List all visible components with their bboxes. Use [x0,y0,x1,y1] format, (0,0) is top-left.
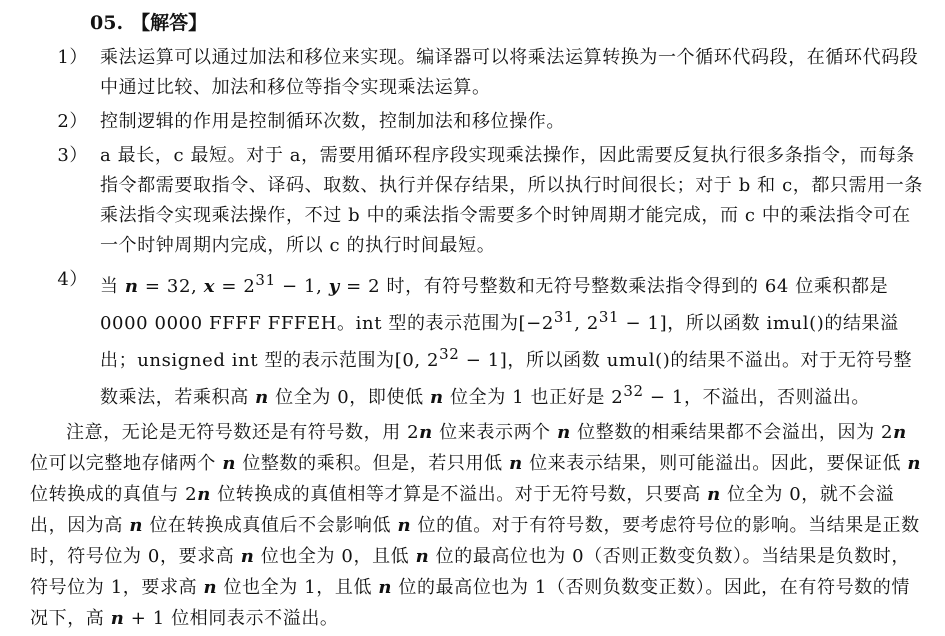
answer-item-3 [30,141,925,261]
exponent: 32 [439,345,460,363]
math-var: n [222,453,237,474]
answer-item-2 [30,107,925,137]
text-run: 位整数的相乘结果都不会溢出，因为 2 [570,422,894,443]
item-number: 2） [57,111,88,132]
text-run: 注意，无论是无符号数还是有符号数，用 2 [66,422,420,443]
text-run: − 1, [275,276,329,297]
math-var: n [397,515,412,536]
text-run: − 1]，所以函数 umul()的结果不溢出。对于无符号整数乘法，若乘积高 [100,350,913,408]
answer-title: 【解答】 [131,12,208,34]
text-run: 位来表示结果，则可能溢出。因此，要保证低 [522,453,908,474]
item-text: 乘法运算可以通过加法和移位来实现。编译器可以将乘法运算转换为一个循环代码段，在循环代码段中通过比较、加法和移位等指令实现乘法运算。 [100,47,919,98]
question-number: 05. [90,12,124,34]
answer-item-1 [30,43,925,103]
item-text: a 最长，c 最短。对于 a，需要用循环程序段实现乘法操作，因此需要反复执行很多条指令，而每条指令都需要取指令、译码、取数、执行并保存结果，所以执行时间很长；对于 b 和 c，都只需用一条乘法指令实现乘法操作，不过 b 中的乘法指令需要多个时钟周期才能完成，而 c 中的乘法指令可在一个时钟周期内完成，所以 c 的执行时间最短。 [100,145,923,256]
exponent: 31 [255,271,276,289]
text-run: 位可以完整地存储两个 [30,453,223,474]
text-run: = 2 [215,276,256,297]
text-run: 位来表示两个 [432,422,558,443]
math-var: n [203,577,218,598]
text-run: 位的值。对于有符号数，要考虑符号位的影响。当结果是正数时，符号位为 0，要求高 [30,515,920,567]
math-var: x [203,276,216,297]
math-var: n [430,387,444,408]
text-run: 位转换成的真值与 2 [30,484,198,505]
math-var: n [124,276,139,297]
text-run: 当 [100,276,125,297]
text-run: + 1 位相同表示不溢出。 [124,608,339,629]
note-paragraph [30,417,925,634]
text-run: 位转换成的真值相等才算是不溢出。对于无符号数，只要高 [210,484,708,505]
text-run: − 1，不溢出，否则溢出。 [643,387,870,408]
text-run: 位全为 0，即使低 [268,387,431,408]
text-run: = 32, [138,276,204,297]
item-number: 3） [57,145,88,166]
math-var: n [707,484,721,505]
text-run: 位在转换成真值后不会影响低 [143,515,398,536]
item-text: 控制逻辑的作用是控制循环次数，控制加法和移位操作。 [100,111,565,132]
item-number: 1） [57,47,88,68]
math-var: n [509,453,523,474]
answer-item-4 [30,265,925,413]
exponent: 32 [623,382,644,400]
text-run: 位也全为 1，且低 [217,577,379,598]
text-run: , 2 [574,313,599,334]
text-run: 位的最高位也为 0（否则正数变负数）。当结果是负数时，符号位为 1，要求高 [30,546,910,598]
math-var: n [419,422,433,443]
math-var: n [378,577,393,598]
math-var: y [328,276,340,297]
text-run: 位全为 0，就不会溢出，因为高 [30,484,895,536]
text-run: 位全为 1 也正好是 2 [443,387,624,408]
exponent: 31 [553,308,575,326]
math-var: n [240,546,255,567]
item-text [100,265,925,413]
math-var: n [255,387,269,408]
text-run: = 2 时，有符号整数和无符号整数乘法指令得到的 64 位乘积都是 0000 0000 FFFF FFFEH。int 型的表示范围为[−2 [100,276,889,334]
math-var: n [557,422,571,443]
math-var: n [129,515,144,536]
item-number: 4） [57,269,88,290]
text-run: 位的最高位也为 1（否则负数变正数）。因此，在有符号数的情况下，高 [30,577,910,629]
text-run: 位也全为 0，且低 [254,546,416,567]
text-run: 位整数的乘积。但是，若只用低 [236,453,510,474]
math-var: n [893,422,907,443]
math-var: n [907,453,922,474]
math-var: n [197,484,211,505]
exponent: 31 [598,308,620,326]
text-run: − 1]，所以函数 imul()的结果溢出；unsigned int 型的表示范围为[0, 2 [100,313,899,371]
math-var: n [415,546,430,567]
answer-heading [90,10,925,37]
math-var: n [110,608,125,629]
